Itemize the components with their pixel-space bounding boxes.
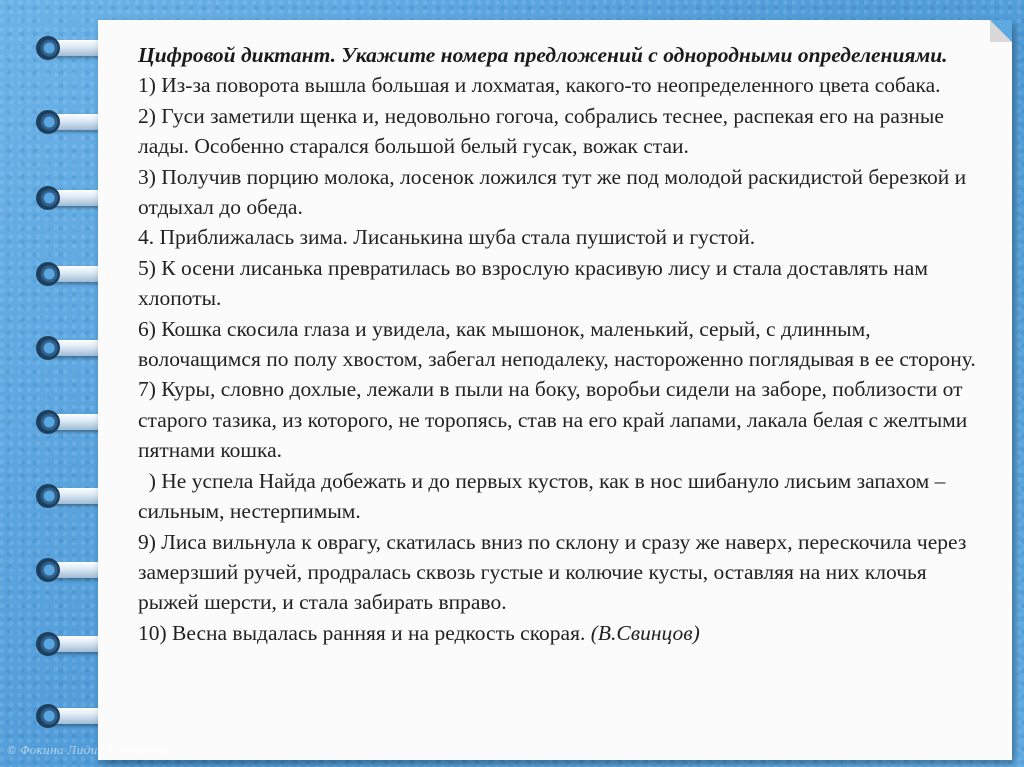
sentence-item: 3) Получив порцию молока, лосенок ложился тут же под молодой раскидистой березкой и отдыхал до обеда. <box>138 164 967 220</box>
sentence-item: 4. Приближалась зима. Лисанькина шуба стала пушистой и густой. <box>138 225 756 250</box>
sentence-item: 9) Лиса вильнула к оврагу, скатилась вниз по склону и сразу же наверх, перескочила через замерзший ручей, продралась сквозь густые и колючие кусты, оставляя на них клочья рыжей шерсти, и стала забирать вправо. <box>138 529 967 615</box>
last-sentence: 10) Весна выдалась ранняя и на редкость скорая. <box>138 620 591 645</box>
sentence-item: 6) Кошка скосила глаза и увидела, как мышонок, маленький, серый, с длинным, волочащимся по полу хвостом, забегал неподалеку, настороженно поглядывая в ее сторону. <box>138 316 976 372</box>
sentence-item-last <box>138 618 988 648</box>
dictation-text <box>138 40 988 648</box>
sentence-item: 1) Из-за поворота вышла большая и лохматая, какого-то неопределенного цвета собака. <box>138 73 941 98</box>
page-title: Цифровой диктант. Укажите номера предложений с однородными определениями. <box>138 43 948 67</box>
sentence-item: 7) Куры, словно дохлые, лежали в пыли на боку, воробьи сидели на заборе, поблизости от старого тазика, из которого, не торопясь, став на его край лапами, лакала белая с желтыми пятнами кошка. <box>138 377 968 463</box>
author-credit: (В.Свинцов) <box>590 620 700 645</box>
page-corner-fold <box>990 20 1012 42</box>
watermark: © Фокина Лидия Петровна <box>6 744 169 757</box>
sentence-item: 5) К осени лисанька превратилась во взрослую красивую лису и стала доставлять нам хлопоты. <box>138 255 928 311</box>
sentence-item: 2) Гуси заметили щенка и, недовольно гогоча, собрались теснее, распекая его на разные лады. Особенно старался большой белый гусак, вожак стаи. <box>138 103 944 159</box>
sentence-item: ) Не успела Найда добежать и до первых кустов, как в нос шибануло лисьим запахом – сильным, нестерпимым. <box>138 468 951 524</box>
